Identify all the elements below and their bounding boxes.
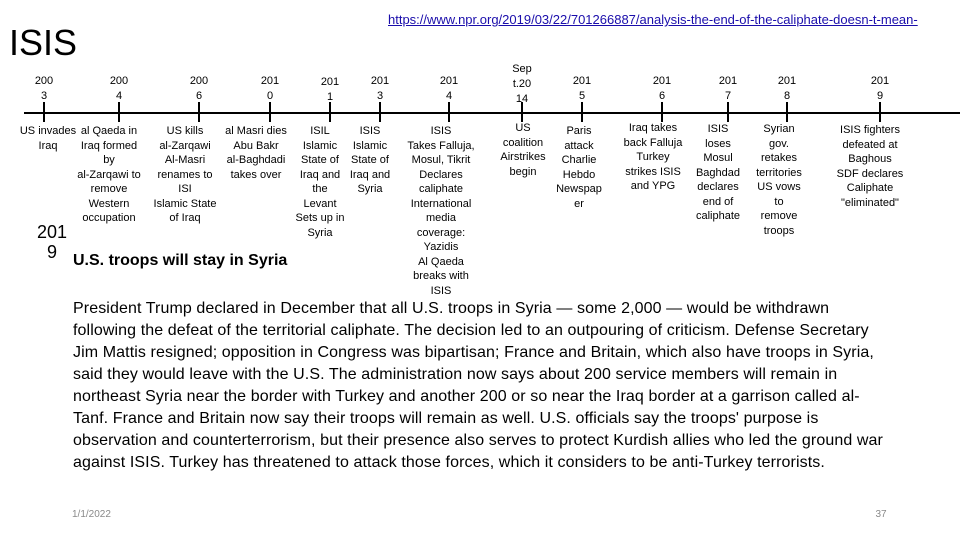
- timeline-event-line: Islamic State: [153, 197, 217, 210]
- timeline-event-line: retakes: [760, 152, 798, 164]
- timeline-year-label: 201 5: [572, 75, 592, 102]
- timeline-event-line: Syrian: [763, 123, 795, 135]
- timeline-event-line: renames to: [157, 168, 213, 181]
- timeline-event-line: the: [312, 183, 328, 195]
- timeline-event-line: caliphate: [695, 210, 741, 222]
- timeline-event: [688, 122, 748, 224]
- timeline-event-line: troops: [763, 224, 795, 237]
- timeline-event-line: of Iraq: [169, 212, 201, 224]
- timeline-event-line: breaks with: [413, 270, 469, 282]
- timeline-event-line: Abu Bakr: [233, 139, 279, 152]
- timeline-event-line: al-Baghdadi: [226, 154, 286, 166]
- timeline-event-line: ISIS: [707, 123, 729, 135]
- timeline-event-line: attack: [564, 139, 594, 152]
- timeline-event-line: Newspap: [556, 183, 602, 195]
- timeline-event-line: ISI: [178, 183, 192, 195]
- timeline-event-line: gov.: [769, 137, 789, 150]
- timeline-year-label: Sep t.20 14: [512, 63, 532, 105]
- timeline-event: [749, 122, 809, 238]
- timeline-event-line: al-Zarqawi: [159, 139, 211, 152]
- timeline-tick: [329, 102, 331, 122]
- timeline-year-label: 201 7: [718, 75, 738, 102]
- article-heading: U.S. troops will stay in Syria: [73, 252, 288, 269]
- side-year-label: 201 9: [36, 222, 68, 262]
- timeline-year-label: 201 6: [652, 75, 672, 102]
- timeline-event-line: US vows: [757, 181, 801, 193]
- timeline-event-line: Paris: [566, 125, 592, 137]
- timeline-event-line: coverage:: [416, 226, 466, 239]
- timeline-event-line: strikes ISIS: [625, 165, 681, 178]
- timeline-event-line: Syria: [357, 183, 383, 195]
- timeline-event-line: ISIS: [430, 125, 452, 137]
- timeline-event-line: by: [103, 154, 115, 166]
- timeline-tick: [661, 102, 663, 122]
- timeline-event: [493, 121, 553, 179]
- timeline-event: [396, 124, 486, 298]
- timeline-event-line: Levant: [303, 197, 337, 210]
- timeline-event-line: Iraq and: [299, 168, 341, 181]
- slide-title: ISIS: [9, 22, 78, 63]
- timeline-event-line: State of: [351, 154, 389, 166]
- timeline-event-line: Islamic: [302, 139, 338, 152]
- timeline-event-line: ISIS: [359, 125, 381, 137]
- timeline-event-line: begin: [509, 165, 537, 178]
- timeline-event: [549, 124, 609, 211]
- timeline-event-line: Mosul, Tikrit: [411, 154, 471, 166]
- slide-date: 1/1/2022: [72, 509, 111, 520]
- timeline-event-line: coalition: [502, 136, 544, 149]
- timeline-event-line: Charlie: [561, 154, 597, 166]
- timeline-tick: [581, 102, 583, 122]
- timeline-tick: [727, 102, 729, 122]
- timeline-event-line: remove: [760, 210, 798, 222]
- timeline-event-line: back Falluja: [623, 136, 683, 149]
- timeline-event-line: SDF declares: [836, 167, 904, 180]
- timeline-event-line: Yazidis: [423, 241, 459, 253]
- timeline-event-line: Hebdo: [562, 168, 596, 181]
- source-url-link[interactable]: https://www.npr.org/2019/03/22/701266887/analysis-the-end-of-the-caliphate-doesn-t-mean-: [388, 12, 918, 27]
- timeline-year-label: 200 4: [109, 75, 129, 102]
- timeline-event-line: territories: [756, 166, 802, 179]
- timeline-event-line: Takes Falluja,: [407, 139, 475, 152]
- timeline-event-line: Iraq formed: [80, 139, 138, 152]
- timeline-axis: [24, 112, 960, 114]
- timeline-tick: [448, 102, 450, 122]
- timeline-event-line: declares: [697, 181, 739, 193]
- timeline-event-line: US kills: [166, 125, 204, 137]
- timeline-event-line: Syria: [307, 226, 333, 239]
- timeline-event-line: State of: [301, 154, 339, 166]
- timeline-tick: [269, 102, 271, 122]
- timeline-year-label: 201 3: [370, 75, 390, 102]
- timeline-event-line: Sets up in: [295, 212, 345, 224]
- timeline-event-line: end of: [702, 195, 734, 208]
- timeline-event: [618, 121, 688, 194]
- timeline-event-line: defeated at: [842, 138, 898, 151]
- timeline-year-label: 201 4: [439, 75, 459, 102]
- timeline-event-line: Turkey: [636, 151, 670, 163]
- timeline-event-line: media: [426, 212, 456, 224]
- timeline-year-label: 201 8: [777, 75, 797, 102]
- timeline-event-line: Al Qaeda: [418, 255, 464, 268]
- timeline-event-line: caliphate: [418, 183, 464, 195]
- timeline-event-line: Mosul: [703, 152, 733, 164]
- timeline-event: [74, 124, 144, 226]
- timeline-tick: [118, 102, 120, 122]
- timeline-year-label: 201 9: [870, 75, 890, 102]
- timeline-event-line: Declares: [419, 168, 463, 181]
- timeline-year-label: 200 6: [189, 75, 209, 102]
- timeline-tick: [786, 102, 788, 122]
- timeline-event-line: Airstrikes: [500, 151, 546, 163]
- timeline-event-line: al Masri dies: [225, 125, 287, 137]
- slide-page-number: 37: [875, 509, 887, 520]
- timeline-event-line: Iraq: [38, 139, 58, 152]
- timeline-event-line: al Qaeda in: [80, 125, 138, 137]
- timeline-event-line: ISIS fighters: [840, 124, 900, 136]
- timeline-event-line: Baghous: [848, 153, 892, 165]
- timeline-event-line: US: [515, 122, 531, 134]
- timeline-tick: [879, 102, 881, 122]
- timeline-event-line: ISIS: [430, 284, 452, 297]
- timeline-event-line: Iraq and: [349, 168, 391, 181]
- article-body: President Trump declared in December that all U.S. troops in Syria — some 2,000 — would be withdrawn following the defeat of the territorial caliphate. The decision led to an outpouring of criticism. Defense Secretary Jim Mattis resigned; opposition in Congress was bipartisan; France and Britain, which also have troops in Syria, said they would leave with the U.S. The administration now says about 200 service members will remain in northeast Syria near the border with Turkey and another 200 or so near the Iraq border at a garrison called al-Tanf. France and Britain now say their troops will remain as well. U.S. officials say the troops' purpose is observation and counterterrorism, but their presence also serves to protect Kurdish allies who led the ground war against ISIS. Turkey has threatened to attack those forces, which it considers to be anti-Turkey terrorists.: [73, 300, 883, 471]
- timeline-event-line: loses: [705, 137, 731, 150]
- timeline-event-line: ISIL: [310, 125, 330, 137]
- timeline-year-label: 201 1: [320, 76, 340, 103]
- timeline-event: [340, 124, 400, 197]
- timeline-event-line: occupation: [82, 212, 136, 224]
- timeline-tick: [43, 102, 45, 122]
- timeline-event-line: al-Zarqawi to: [77, 168, 141, 181]
- timeline-event-line: Al-Masri: [164, 154, 206, 166]
- timeline-event-line: Iraq takes: [628, 122, 678, 134]
- timeline-event-line: Caliphate: [846, 182, 894, 194]
- timeline-event-line: US invades: [19, 125, 77, 137]
- timeline-event-line: Islamic: [352, 139, 388, 152]
- timeline-year-label: 201 0: [260, 75, 280, 102]
- timeline-tick: [198, 102, 200, 122]
- timeline-event-line: takes over: [230, 168, 282, 181]
- timeline-event-line: "eliminated": [841, 196, 899, 209]
- timeline-event: [830, 123, 910, 210]
- timeline-event-line: and YPG: [630, 180, 676, 192]
- timeline-tick: [379, 102, 381, 122]
- timeline-event: [216, 124, 296, 182]
- timeline-event-line: Western: [88, 197, 130, 210]
- timeline-year-label: 200 3: [34, 75, 54, 102]
- timeline-event-line: International: [410, 197, 472, 210]
- timeline-event-line: to: [774, 195, 784, 208]
- timeline-event-line: er: [574, 197, 584, 210]
- timeline-event-line: remove: [90, 183, 128, 195]
- timeline-event-line: Baghdad: [695, 166, 741, 179]
